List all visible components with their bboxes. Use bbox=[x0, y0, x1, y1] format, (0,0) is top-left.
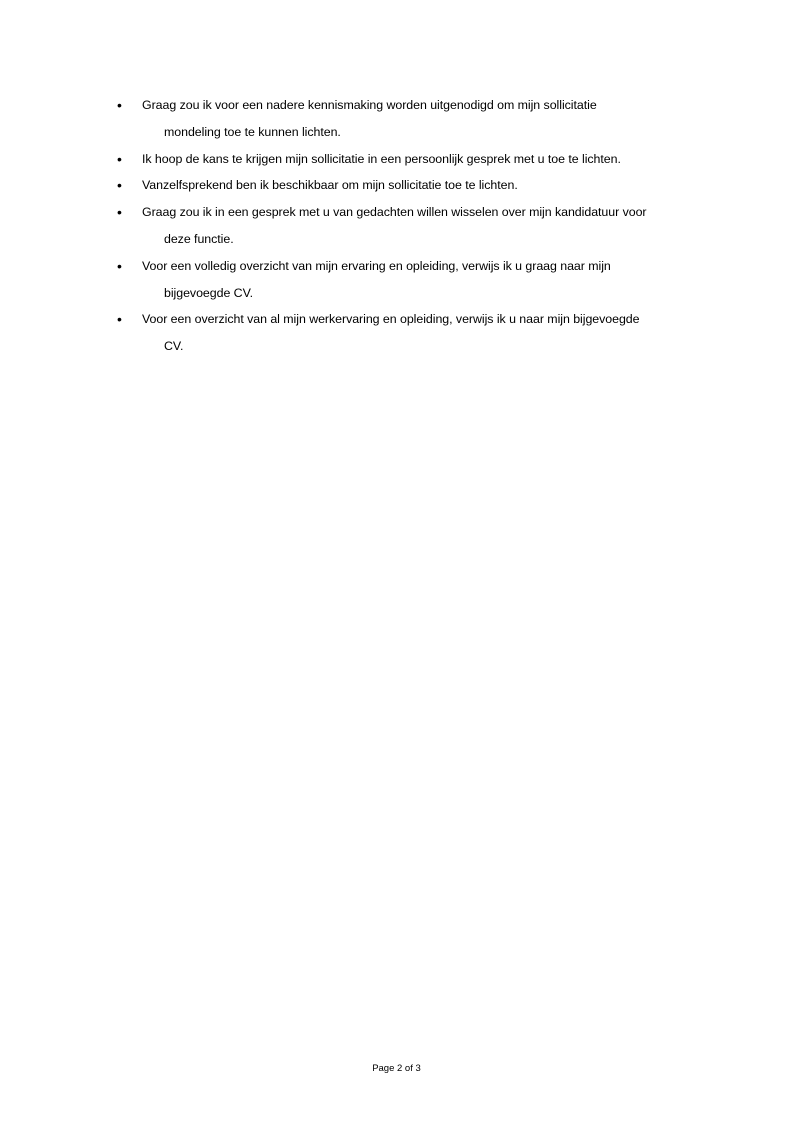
list-item-line: CV. bbox=[164, 339, 184, 354]
list-item-line: Graag zou ik in een gesprek met u van gedachten willen wisselen over mijn kandidatuur voor bbox=[142, 205, 647, 220]
list-item bbox=[117, 306, 707, 360]
list-item-line: bijgevoegde CV. bbox=[164, 285, 254, 300]
list-item-line: Vanzelfsprekend ben ik beschikbaar om mijn sollicitatie toe te lichten. bbox=[142, 178, 518, 193]
list-item-line: Voor een overzicht van al mijn werkervaring en opleiding, verwijs ik u naar mijn bijgevoegde bbox=[142, 312, 640, 327]
bullet-icon: • bbox=[117, 311, 122, 328]
list-item-text bbox=[142, 253, 707, 307]
bullet-icon: • bbox=[117, 97, 122, 113]
list-item bbox=[117, 92, 707, 146]
list-item-text bbox=[142, 306, 707, 360]
list-item bbox=[117, 172, 707, 199]
bullet-icon: • bbox=[117, 204, 122, 221]
list-item-text bbox=[142, 146, 707, 173]
list-item-text bbox=[142, 172, 707, 199]
list-item bbox=[117, 199, 707, 253]
list-item-text bbox=[142, 92, 707, 146]
list-item-text bbox=[142, 199, 707, 253]
bullet-icon: • bbox=[117, 150, 122, 167]
list-item-line: Voor een volledig overzicht van mijn ervaring en opleiding, verwijs ik u graag naar mijn bbox=[142, 258, 611, 273]
list-item-line: deze functie. bbox=[164, 231, 234, 246]
list-item-line: Graag zou ik voor een nadere kennismaking worden uitgenodigd om mijn sollicitatie bbox=[142, 98, 597, 112]
list-item bbox=[117, 253, 707, 307]
list-item-line: Ik hoop de kans te krijgen mijn sollicitatie in een persoonlijk gesprek met u toe te lichten. bbox=[142, 151, 621, 166]
list-item bbox=[117, 146, 707, 173]
list-item-line: mondeling toe te kunnen lichten. bbox=[164, 124, 341, 139]
bullet-icon: • bbox=[117, 177, 122, 194]
bullet-list bbox=[117, 92, 707, 360]
page-number-footer: Page 2 of 3 bbox=[372, 1063, 421, 1074]
bullet-icon: • bbox=[117, 257, 122, 274]
